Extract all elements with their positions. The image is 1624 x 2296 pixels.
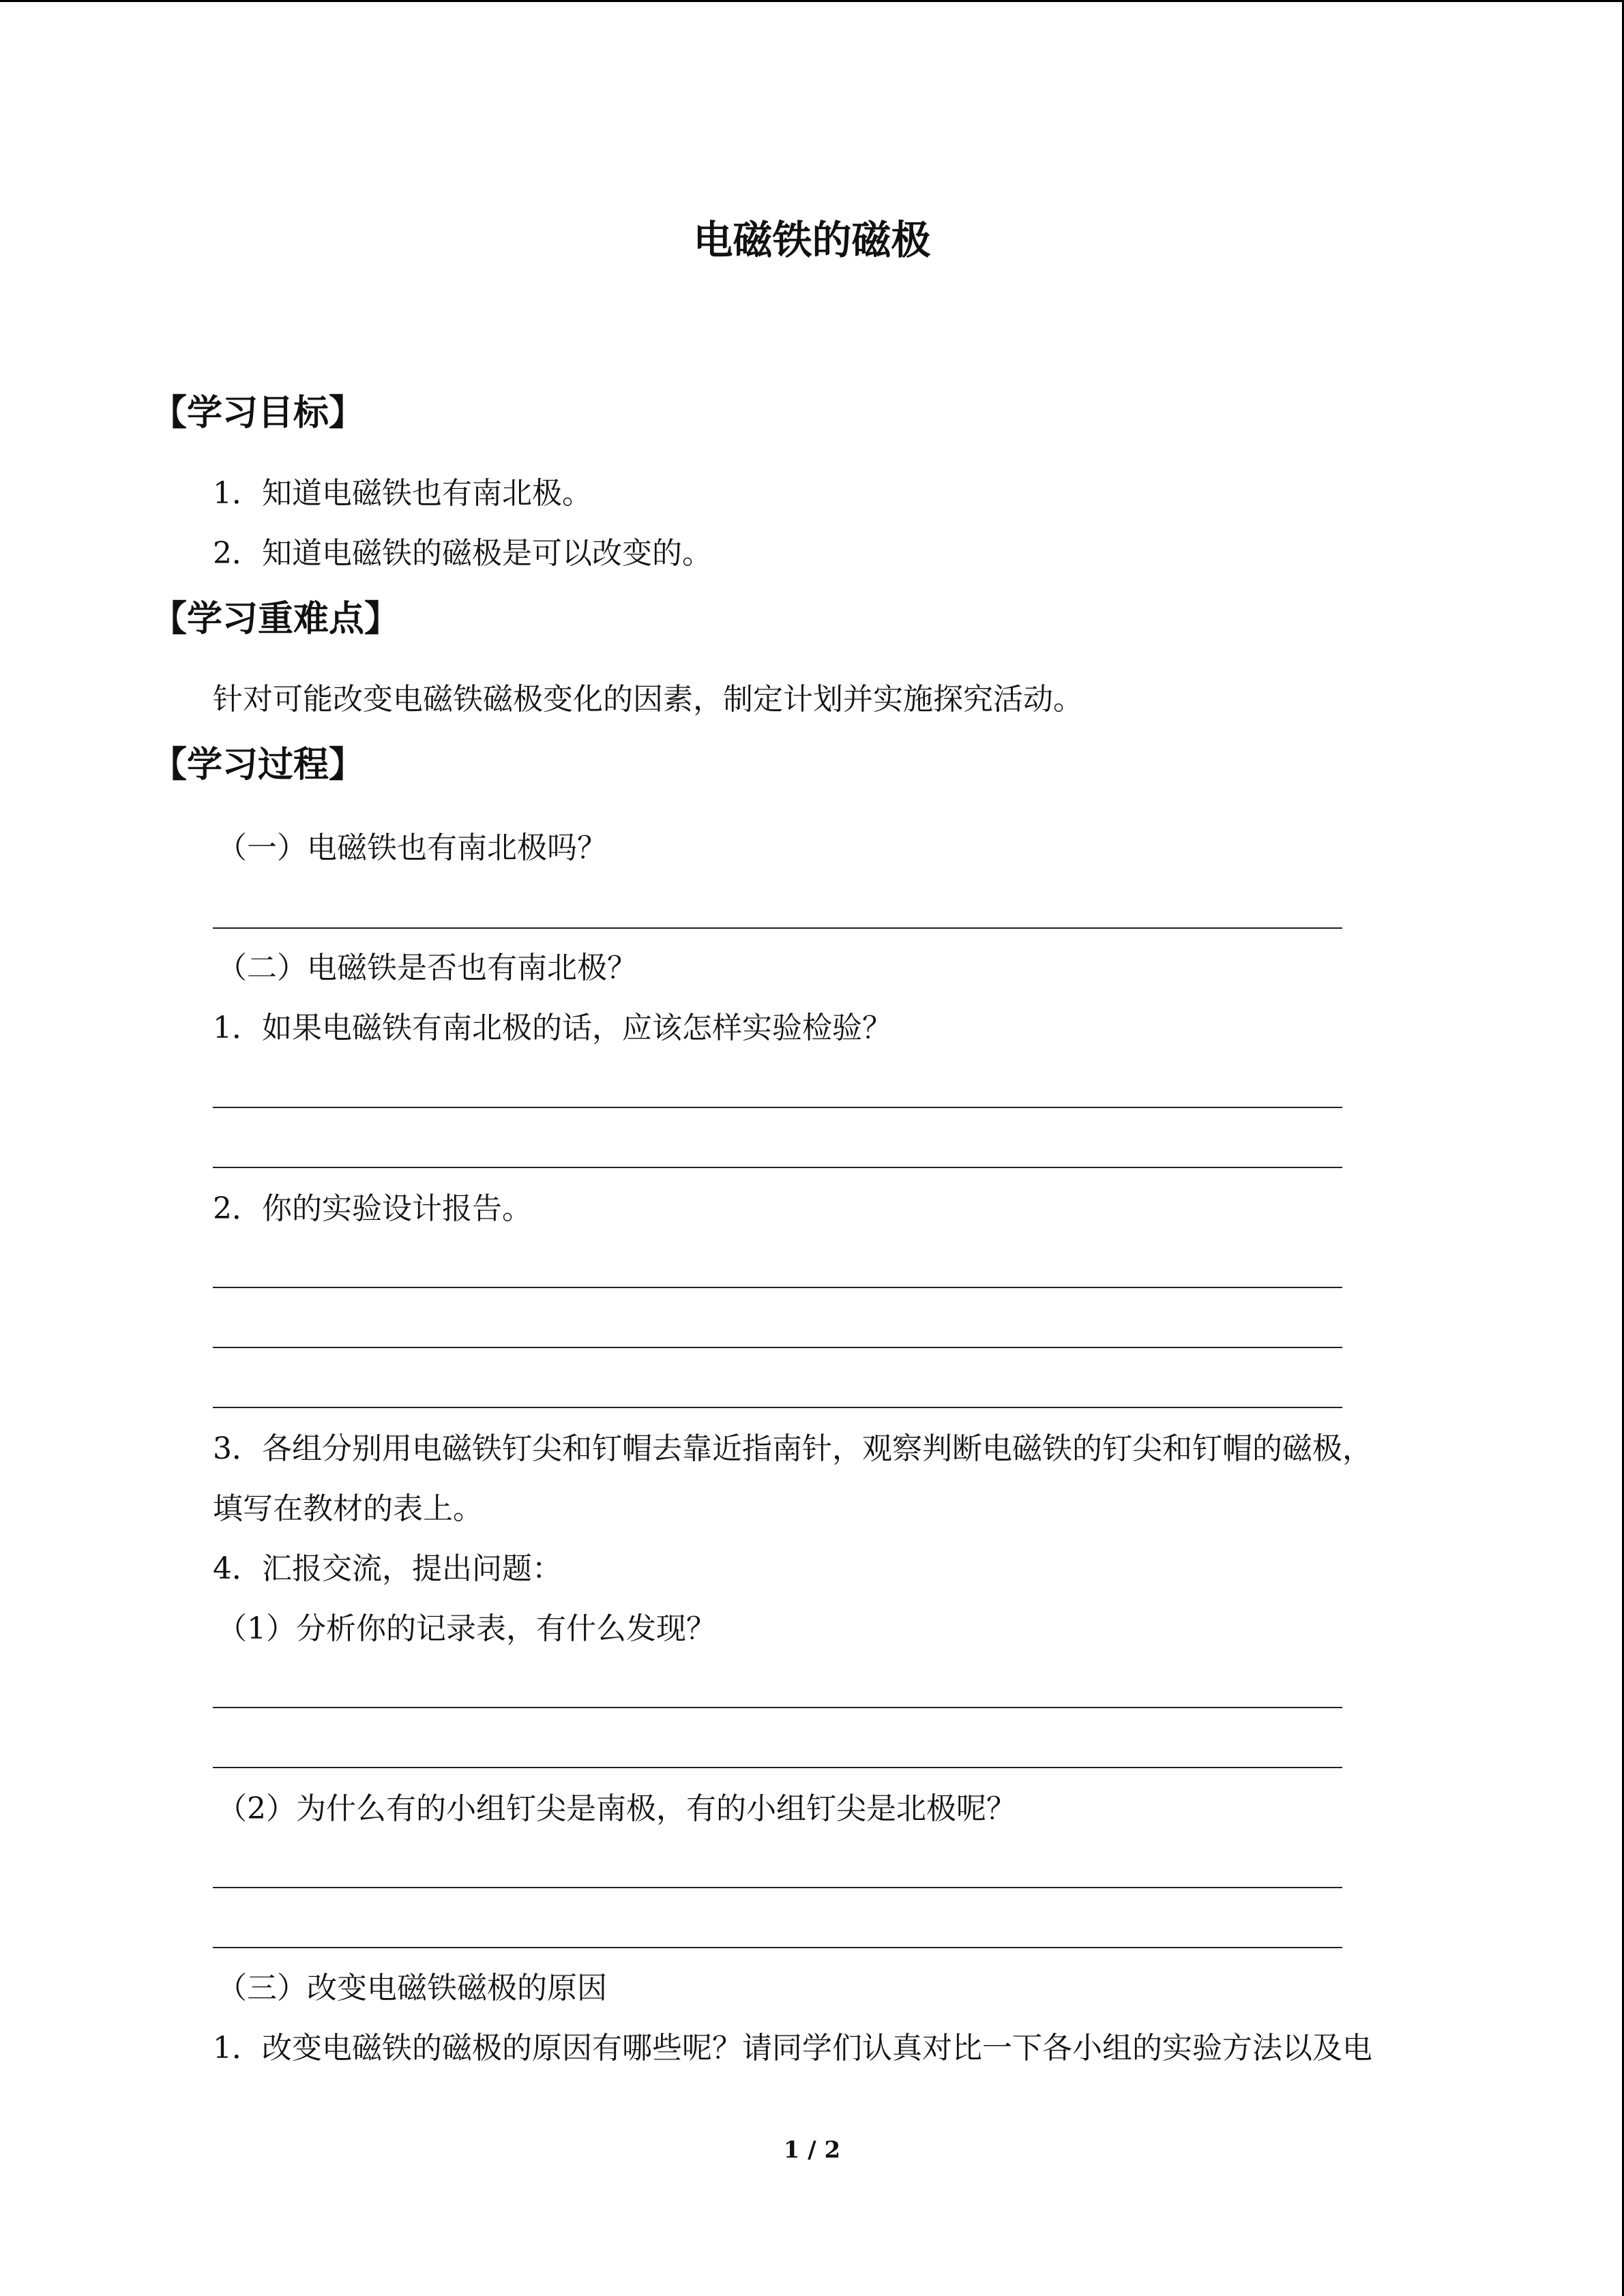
- page-number: 1 / 2: [783, 2136, 841, 2164]
- answer-line[interactable]: [213, 1887, 1342, 1888]
- question-1: 1．如果电磁铁有南北极的话，应该怎样实验检验？: [213, 1011, 892, 1045]
- page-border-top: [0, 0, 1624, 2]
- question-3-line-1: 3．各组分别用电磁铁钉尖和钉帽去靠近指南针，观察判断电磁铁的钉尖和钉帽的磁极，: [213, 1431, 1372, 1466]
- heading-learning-process: 【学习过程】: [151, 745, 365, 786]
- answer-line[interactable]: [213, 1107, 1342, 1108]
- question-4-2: （2）为什么有的小组钉尖是南极，有的小组钉尖是北极呢？: [217, 1791, 1016, 1826]
- answer-line[interactable]: [213, 1167, 1342, 1168]
- part-3-heading: （三）改变电磁铁磁极的原因: [217, 1971, 607, 2006]
- answer-line[interactable]: [213, 927, 1342, 929]
- question-4: 4．汇报交流，提出问题：: [213, 1551, 562, 1586]
- part-1-heading: （一）电磁铁也有南北极吗？: [217, 831, 607, 865]
- part-3-question-1: 1．改变电磁铁的磁极的原因有哪些呢？请同学们认真对比一下各小组的实验方法以及电: [213, 2031, 1372, 2066]
- answer-line[interactable]: [213, 1347, 1342, 1348]
- answer-line[interactable]: [213, 1407, 1342, 1408]
- page-title: 电磁铁的磁极: [693, 217, 931, 263]
- answer-line[interactable]: [213, 1947, 1342, 1948]
- question-4-1: （1）分析你的记录表，有什么发现？: [217, 1611, 716, 1646]
- goal-item-1: 1．知道电磁铁也有南北极。: [213, 476, 592, 511]
- goal-item-2: 2．知道电磁铁的磁极是可以改变的。: [213, 536, 712, 571]
- part-2-heading: （二）电磁铁是否也有南北极？: [217, 951, 637, 985]
- answer-line[interactable]: [213, 1707, 1342, 1708]
- heading-key-points: 【学习重难点】: [151, 599, 400, 640]
- question-2: 2．你的实验设计报告。: [213, 1191, 532, 1226]
- key-points-text: 针对可能改变电磁铁磁极变化的因素，制定计划并实施探究活动。: [213, 682, 1083, 717]
- answer-line[interactable]: [213, 1767, 1342, 1768]
- answer-line[interactable]: [213, 1287, 1342, 1288]
- heading-learning-goals: 【学习目标】: [151, 393, 365, 434]
- question-3-line-2: 填写在教材的表上。: [213, 1491, 483, 1526]
